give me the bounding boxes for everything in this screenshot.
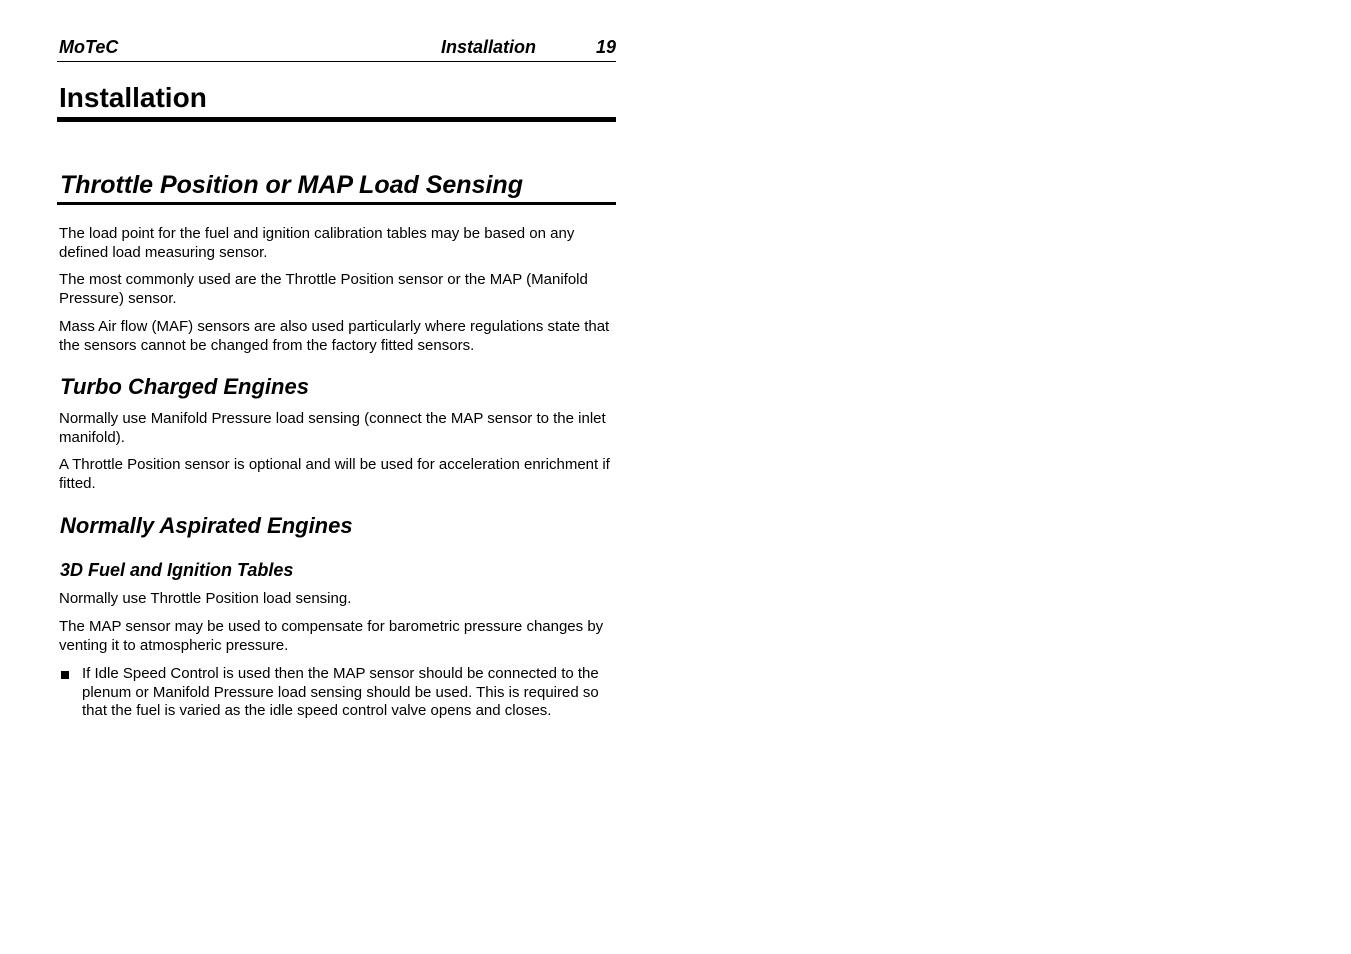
page-number: 19 (595, 37, 616, 57)
section-title-load-sensing: Throttle Position or MAP Load Sensing (60, 171, 523, 199)
paragraph: Normally use Throttle Position load sensing. (59, 590, 352, 607)
paragraph: The load point for the fuel and ignition calibration tables may be based on any defined load measuring sensor. (59, 225, 575, 261)
subheading-normally-aspirated: Normally Aspirated Engines (60, 513, 353, 538)
subheading-turbo-charged: Turbo Charged Engines (60, 374, 309, 399)
chapter-title-rule (57, 117, 616, 122)
paragraph: The MAP sensor may be used to compensate for barometric pressure changes by venting it to atmospheric pressure. (59, 618, 604, 654)
bullet-text: If Idle Speed Control is used then the MAP sensor should be connected to the plenum or Manifold Pressure load sensing should be used. This is required so that the fuel is varied as the idle speed control valve opens and closes. (82, 665, 599, 719)
chapter-title: Installation (59, 82, 207, 113)
paragraph: The most commonly used are the Throttle Position sensor or the MAP (Manifold Pressure) sensor. (59, 271, 588, 307)
subheading-3d-tables: 3D Fuel and Ignition Tables (60, 560, 294, 580)
section-title-rule (57, 202, 616, 205)
paragraph: Normally use Manifold Pressure load sensing (connect the MAP sensor to the inlet manifold). (59, 410, 606, 446)
paragraph: Mass Air flow (MAF) sensors are also used particularly where regulations state that the sensors cannot be changed from the factory fitted sensors. (59, 318, 610, 354)
header-brand: MoTeC (59, 37, 119, 57)
paragraph: A Throttle Position sensor is optional and will be used for acceleration enrichment if fitted. (59, 456, 610, 492)
running-header (57, 37, 616, 62)
square-bullet-icon (61, 671, 69, 679)
header-section-name: Installation (440, 37, 536, 57)
